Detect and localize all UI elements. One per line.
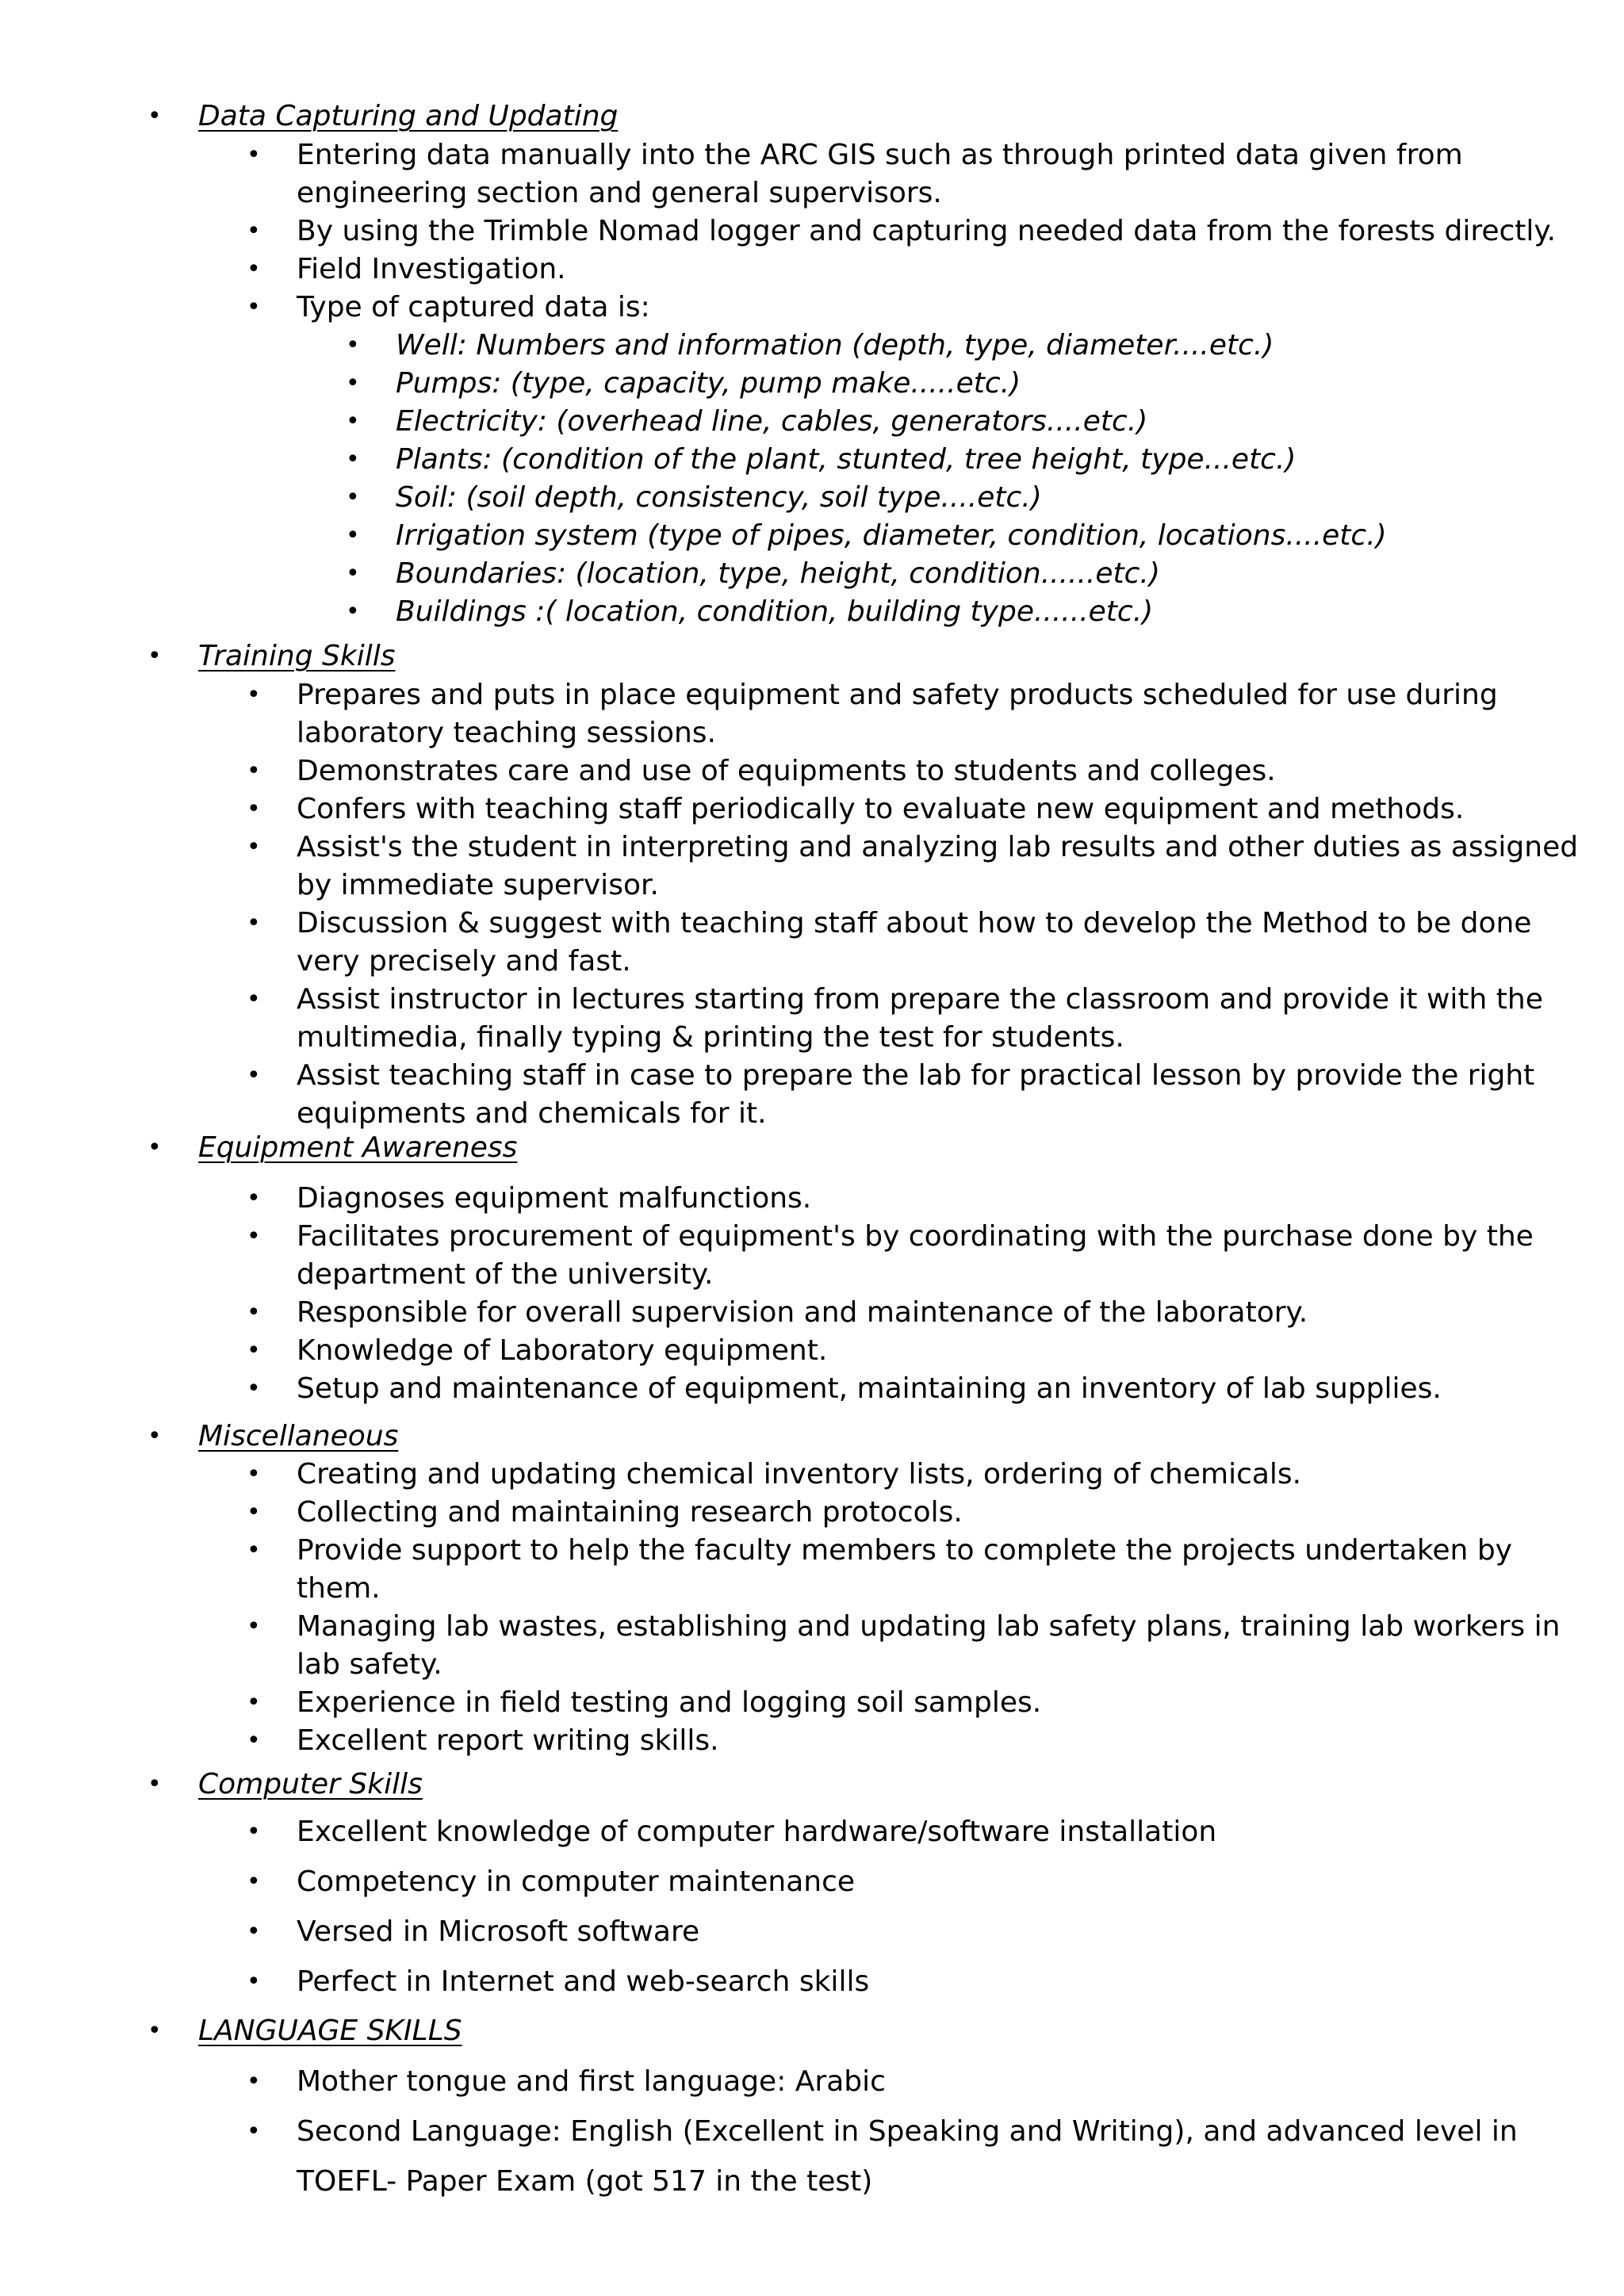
list-item-text: them.	[297, 1572, 381, 1605]
bullet-icon: •	[247, 795, 261, 823]
bullet-icon: •	[247, 217, 261, 245]
bullet-icon: •	[147, 1422, 162, 1450]
list-item-text: Prepares and puts in place equipment and safety products scheduled for use during	[297, 679, 1498, 711]
list-item-text: Competency in computer maintenance	[297, 1866, 856, 1898]
bullet-icon: •	[247, 1498, 261, 1526]
list-item-text: Setup and maintenance of equipment, maintaining an inventory of lab supplies.	[297, 1372, 1442, 1405]
list-item-text: Excellent report writing skills.	[297, 1724, 719, 1757]
bullet-icon: •	[346, 598, 360, 626]
bullet-icon: •	[247, 909, 261, 937]
list-item-text: Responsible for overall supervision and maintenance of the laboratory.	[297, 1296, 1308, 1329]
list-item-text: equipments and chemicals for it.	[297, 1097, 767, 1130]
list-item-text: Demonstrates care and use of equipments to students and colleges.	[297, 755, 1276, 787]
list-item-text: multimedia, finally typing & printing the test for students.	[297, 1021, 1124, 1054]
list-item-text: Facilitates procurement of equipment's by coordinating with the purchase done by the	[297, 1220, 1534, 1253]
list-item-text: by immediate supervisor.	[297, 869, 659, 901]
bullet-icon: •	[247, 1727, 261, 1755]
list-item-text: Perfect in Internet and web-search skills	[297, 1965, 870, 1998]
list-item-text: Assist's the student in interpreting and analyzing lab results and other duties as assigned	[297, 831, 1579, 863]
list-item-text: Type of captured data is:	[297, 291, 650, 323]
list-item-text: Excellent knowledge of computer hardware/software installation	[297, 1816, 1217, 1848]
bullet-icon: •	[147, 2017, 162, 2045]
bullet-icon: •	[247, 757, 261, 785]
list-item-text: Diagnoses equipment malfunctions.	[297, 1182, 812, 1215]
bullet-icon: •	[147, 102, 162, 130]
sub-list-item-text: Electricity: (overhead line, cables, generators....etc.)	[396, 405, 1148, 438]
section-heading: Equipment Awareness	[198, 1131, 518, 1164]
list-item-text: very precisely and fast.	[297, 945, 631, 978]
list-item-text: engineering section and general supervisors.	[297, 177, 942, 209]
list-item-text: department of the university.	[297, 1258, 714, 1291]
list-item-text: By using the Trimble Nomad logger and capturing needed data from the forests directly.	[297, 215, 1557, 247]
sub-list-item-text: Boundaries: (location, type, height, condition......etc.)	[396, 557, 1160, 590]
list-item-text: Experience in field testing and logging soil samples.	[297, 1686, 1042, 1719]
list-item-text: Versed in Microsoft software	[297, 1915, 700, 1948]
section-heading: LANGUAGE SKILLS	[198, 2015, 462, 2047]
bullet-icon: •	[346, 408, 360, 435]
section-heading: Training Skills	[198, 640, 396, 672]
bullet-icon: •	[247, 1337, 261, 1364]
bullet-icon: •	[247, 1613, 261, 1640]
list-item-text: Assist teaching staff in case to prepare the lab for practical lesson by provide the right	[297, 1059, 1535, 1092]
list-item-text: Mother tongue and first language: Arabic	[297, 2065, 886, 2098]
bullet-icon: •	[247, 1818, 261, 1846]
section-heading: Computer Skills	[198, 1768, 423, 1800]
bullet-icon: •	[247, 681, 261, 709]
list-item-text: TOEFL- Paper Exam (got 517 in the test)	[297, 2165, 873, 2198]
bullet-icon: •	[247, 833, 261, 861]
sub-list-item-text: Plants: (condition of the plant, stunted, tree height, type...etc.)	[396, 443, 1297, 476]
bullet-icon: •	[247, 255, 261, 283]
bullet-icon: •	[247, 1536, 261, 1564]
bullet-icon: •	[247, 1968, 261, 1996]
bullet-icon: •	[247, 985, 261, 1013]
list-item-text: Creating and updating chemical inventory lists, ordering of chemicals.	[297, 1458, 1302, 1490]
bullet-icon: •	[247, 1184, 261, 1212]
bullet-icon: •	[346, 522, 360, 549]
bullet-icon: •	[247, 1868, 261, 1896]
sub-list-item-text: Buildings :( location, condition, building type......etc.)	[396, 595, 1154, 628]
list-item-text: Managing lab wastes, establishing and updating lab safety plans, training lab workers in	[297, 1610, 1561, 1643]
sub-list-item-text: Irrigation system (type of pipes, diameter, condition, locations....etc.)	[396, 519, 1387, 552]
bullet-icon: •	[346, 331, 360, 359]
list-item-text: Collecting and maintaining research protocols.	[297, 1496, 963, 1529]
sub-list-item-text: Well: Numbers and information (depth, type, diameter....etc.)	[396, 329, 1274, 362]
list-item-text: Entering data manually into the ARC GIS such as through printed data given from	[297, 139, 1463, 171]
bullet-icon: •	[247, 2068, 261, 2095]
bullet-icon: •	[247, 1223, 261, 1250]
bullet-icon: •	[247, 141, 261, 169]
bullet-icon: •	[346, 369, 360, 397]
bullet-icon: •	[247, 1062, 261, 1089]
bullet-icon: •	[247, 2118, 261, 2145]
sub-list-item-text: Soil: (soil depth, consistency, soil type....etc.)	[396, 481, 1042, 514]
section-heading: Data Capturing and Updating	[198, 100, 619, 132]
bullet-icon: •	[247, 1689, 261, 1716]
list-item-text: Confers with teaching staff periodically to evaluate new equipment and methods.	[297, 793, 1465, 825]
list-item-text: Provide support to help the faculty members to complete the projects undertaken by	[297, 1534, 1512, 1567]
bullet-icon: •	[147, 642, 162, 670]
list-item-text: Field Investigation.	[297, 253, 566, 285]
section-heading: Miscellaneous	[198, 1420, 399, 1452]
bullet-icon: •	[247, 1299, 261, 1326]
list-item-text: Knowledge of Laboratory equipment.	[297, 1334, 828, 1367]
bullet-icon: •	[346, 484, 360, 511]
list-item-text: Second Language: English (Excellent in Speaking and Writing), and advanced level in	[297, 2115, 1518, 2148]
list-item-text: laboratory teaching sessions.	[297, 717, 716, 749]
bullet-icon: •	[346, 446, 360, 473]
bullet-icon: •	[346, 560, 360, 587]
list-item-text: Assist instructor in lectures starting from prepare the classroom and provide it with the	[297, 983, 1543, 1016]
list-item-text: lab safety.	[297, 1648, 442, 1681]
bullet-icon: •	[247, 1375, 261, 1402]
sub-list-item-text: Pumps: (type, capacity, pump make.....etc.)	[396, 367, 1021, 400]
bullet-icon: •	[147, 1134, 162, 1161]
bullet-icon: •	[147, 1770, 162, 1798]
bullet-icon: •	[247, 1918, 261, 1946]
bullet-icon: •	[247, 293, 261, 321]
bullet-icon: •	[247, 1460, 261, 1488]
list-item-text: Discussion & suggest with teaching staff about how to develop the Method to be done	[297, 907, 1532, 939]
